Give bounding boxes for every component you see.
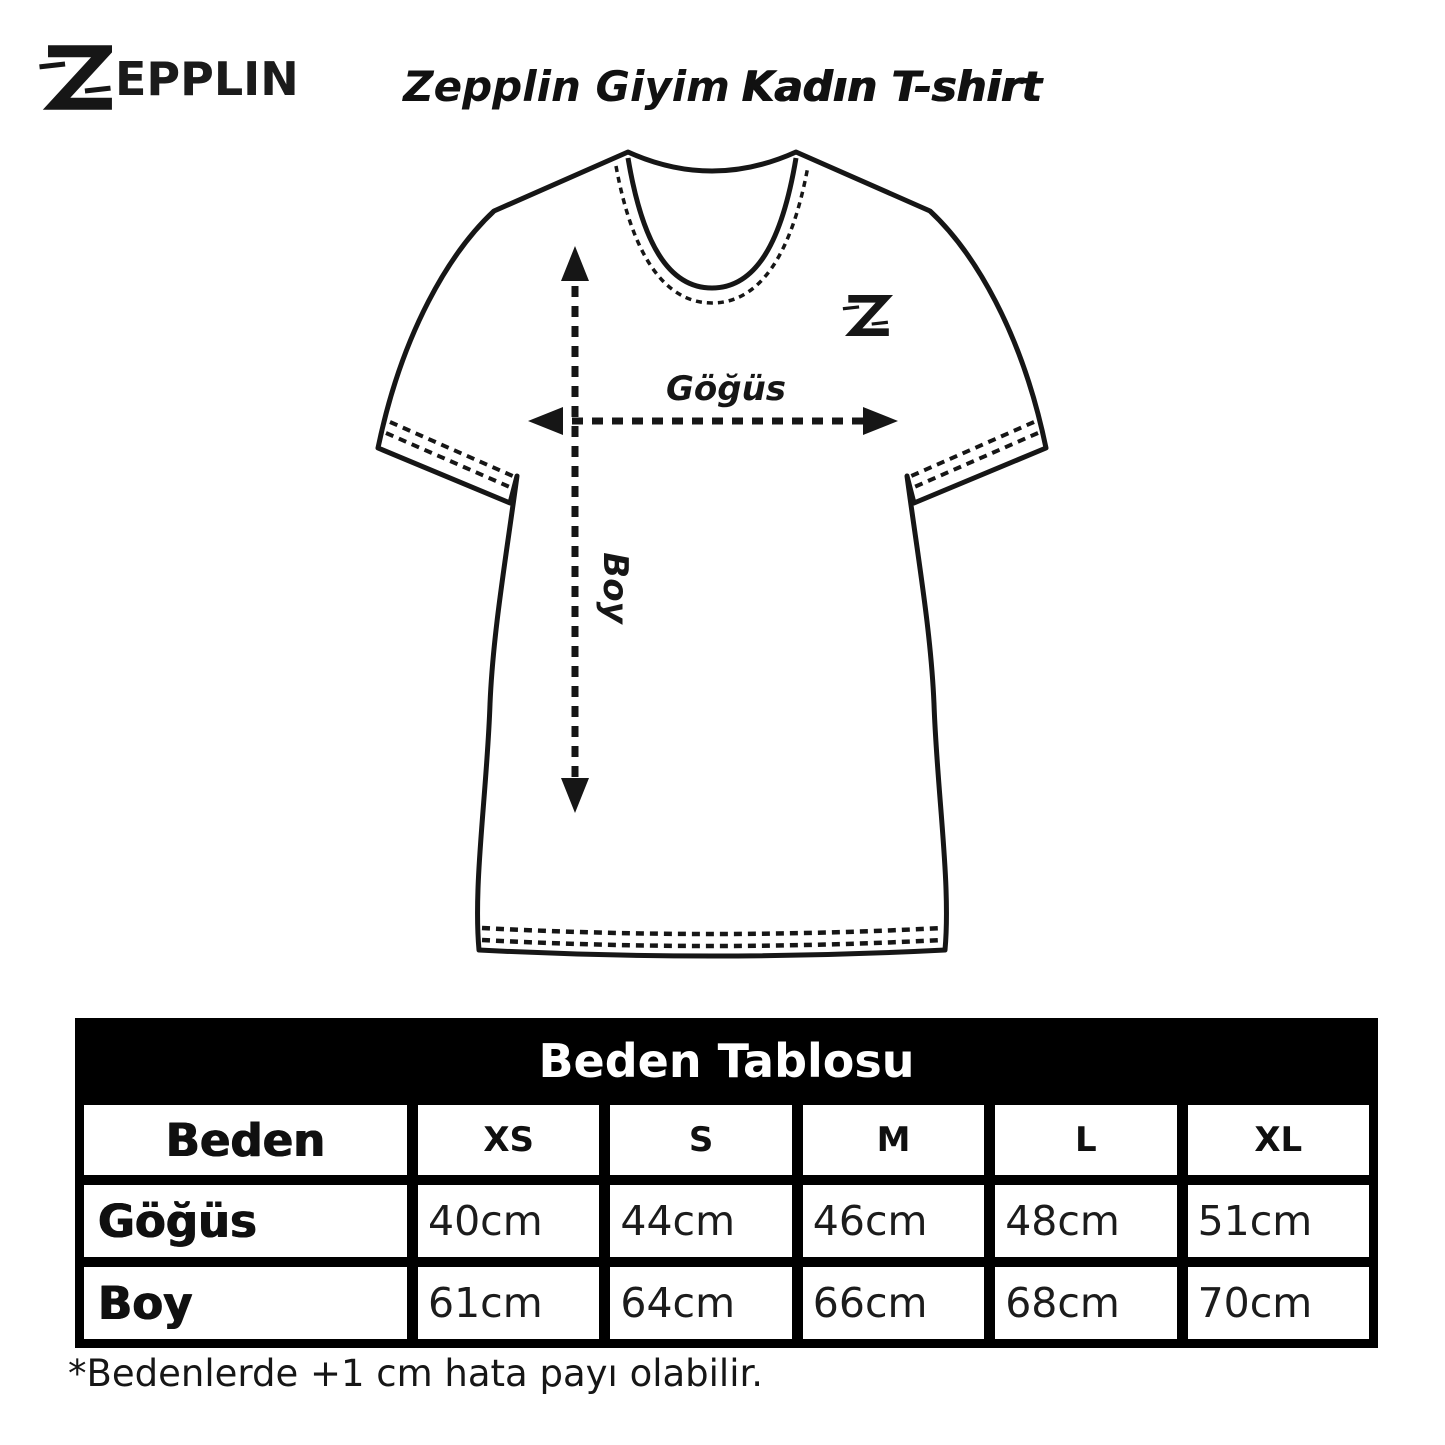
table-header-xs: XS [418,1105,599,1175]
cell-boy-s: 64cm [610,1267,791,1339]
row-label-gogus: Göğüs [84,1185,407,1257]
size-table-title: Beden Tablosu [75,1018,1378,1105]
row-label-boy: Boy [84,1267,407,1339]
cell-boy-l: 68cm [995,1267,1176,1339]
size-table [75,1018,1378,1348]
cell-boy-m: 66cm [803,1267,984,1339]
table-header-beden: Beden [84,1105,407,1175]
cell-gogus-s: 44cm [610,1185,791,1257]
cell-gogus-xs: 40cm [418,1185,599,1257]
table-header-m: M [803,1105,984,1175]
table-header-s: S [610,1105,791,1175]
cell-boy-xs: 61cm [418,1267,599,1339]
table-header-l: L [995,1105,1176,1175]
tshirt-outline [378,152,1046,956]
cell-boy-xl: 70cm [1188,1267,1369,1339]
chest-label: Göğüs [665,369,787,409]
size-table-grid [75,1105,1378,1348]
page-title-bold: Kadın T-shirt [741,62,1042,111]
cell-gogus-m: 46cm [803,1185,984,1257]
table-header-xl: XL [1188,1105,1369,1175]
size-footnote: *Bedenlerde +1 cm hata payı olabilir. [68,1352,764,1395]
length-label: Boy [595,552,635,624]
brand-name: EPPLIN [115,51,299,106]
cell-gogus-l: 48cm [995,1185,1176,1257]
page-title-regular: Zepplin Giyim [403,62,730,111]
cell-gogus-xl: 51cm [1188,1185,1369,1257]
